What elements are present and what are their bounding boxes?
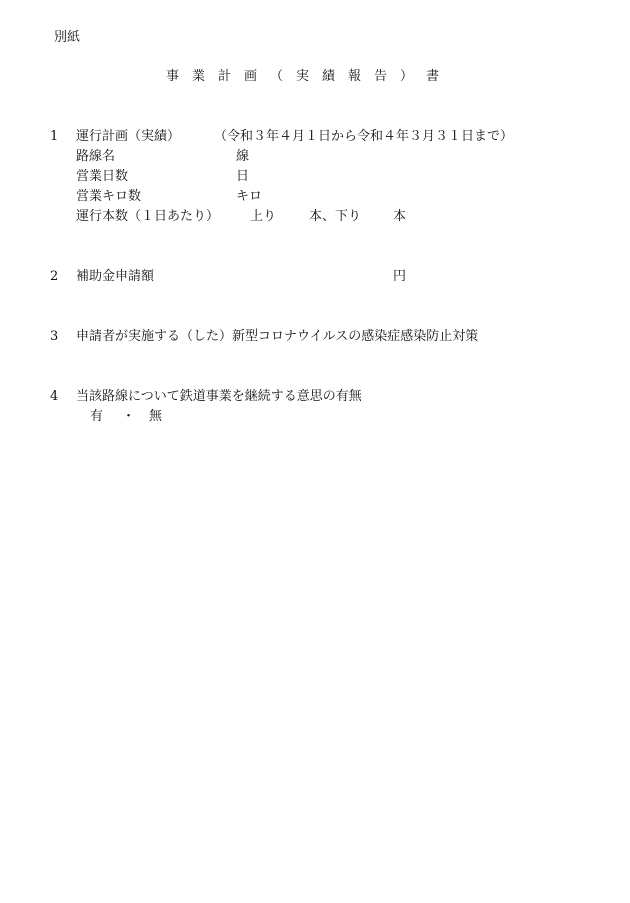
subsidy-amount-unit: 円: [393, 269, 407, 284]
operating-days-unit: 日: [236, 169, 250, 184]
section-1-number: 1: [50, 129, 59, 144]
section-2-heading: 補助金申請額: [76, 269, 155, 284]
section-1-heading: 運行計画（実績）: [76, 129, 181, 144]
trips-up-unit: 本、下り: [309, 209, 362, 224]
choice-yes[interactable]: 有: [90, 409, 104, 424]
section-3-number: 3: [50, 329, 59, 344]
operating-days-label: 営業日数: [76, 169, 129, 184]
choice-separator: ・: [122, 409, 136, 424]
operating-km-label: 営業キロ数: [76, 189, 142, 204]
route-name-label: 路線名: [76, 149, 116, 164]
section-2-number: 2: [50, 269, 59, 284]
section-1-period: （令和３年４月１日から令和４年３月３１日まで）: [214, 129, 514, 144]
section-4-heading: 当該路線について鉄道事業を継続する意思の有無: [76, 389, 362, 404]
section-4-number: 4: [50, 389, 59, 404]
route-name-unit: 線: [236, 149, 250, 164]
operating-km-unit: キロ: [236, 189, 263, 204]
choice-no[interactable]: 無: [149, 409, 163, 424]
attachment-label: 別紙: [54, 30, 81, 45]
trips-label: 運行本数（１日あたり）: [76, 209, 220, 224]
page-title: 事業計画（実績報告）書: [166, 69, 453, 84]
trips-down-unit: 本: [393, 209, 407, 224]
trips-up-label: 上り: [250, 209, 277, 224]
section-3-heading: 申請者が実施する（した）新型コロナウイルスの感染症感染防止対策: [76, 329, 479, 344]
